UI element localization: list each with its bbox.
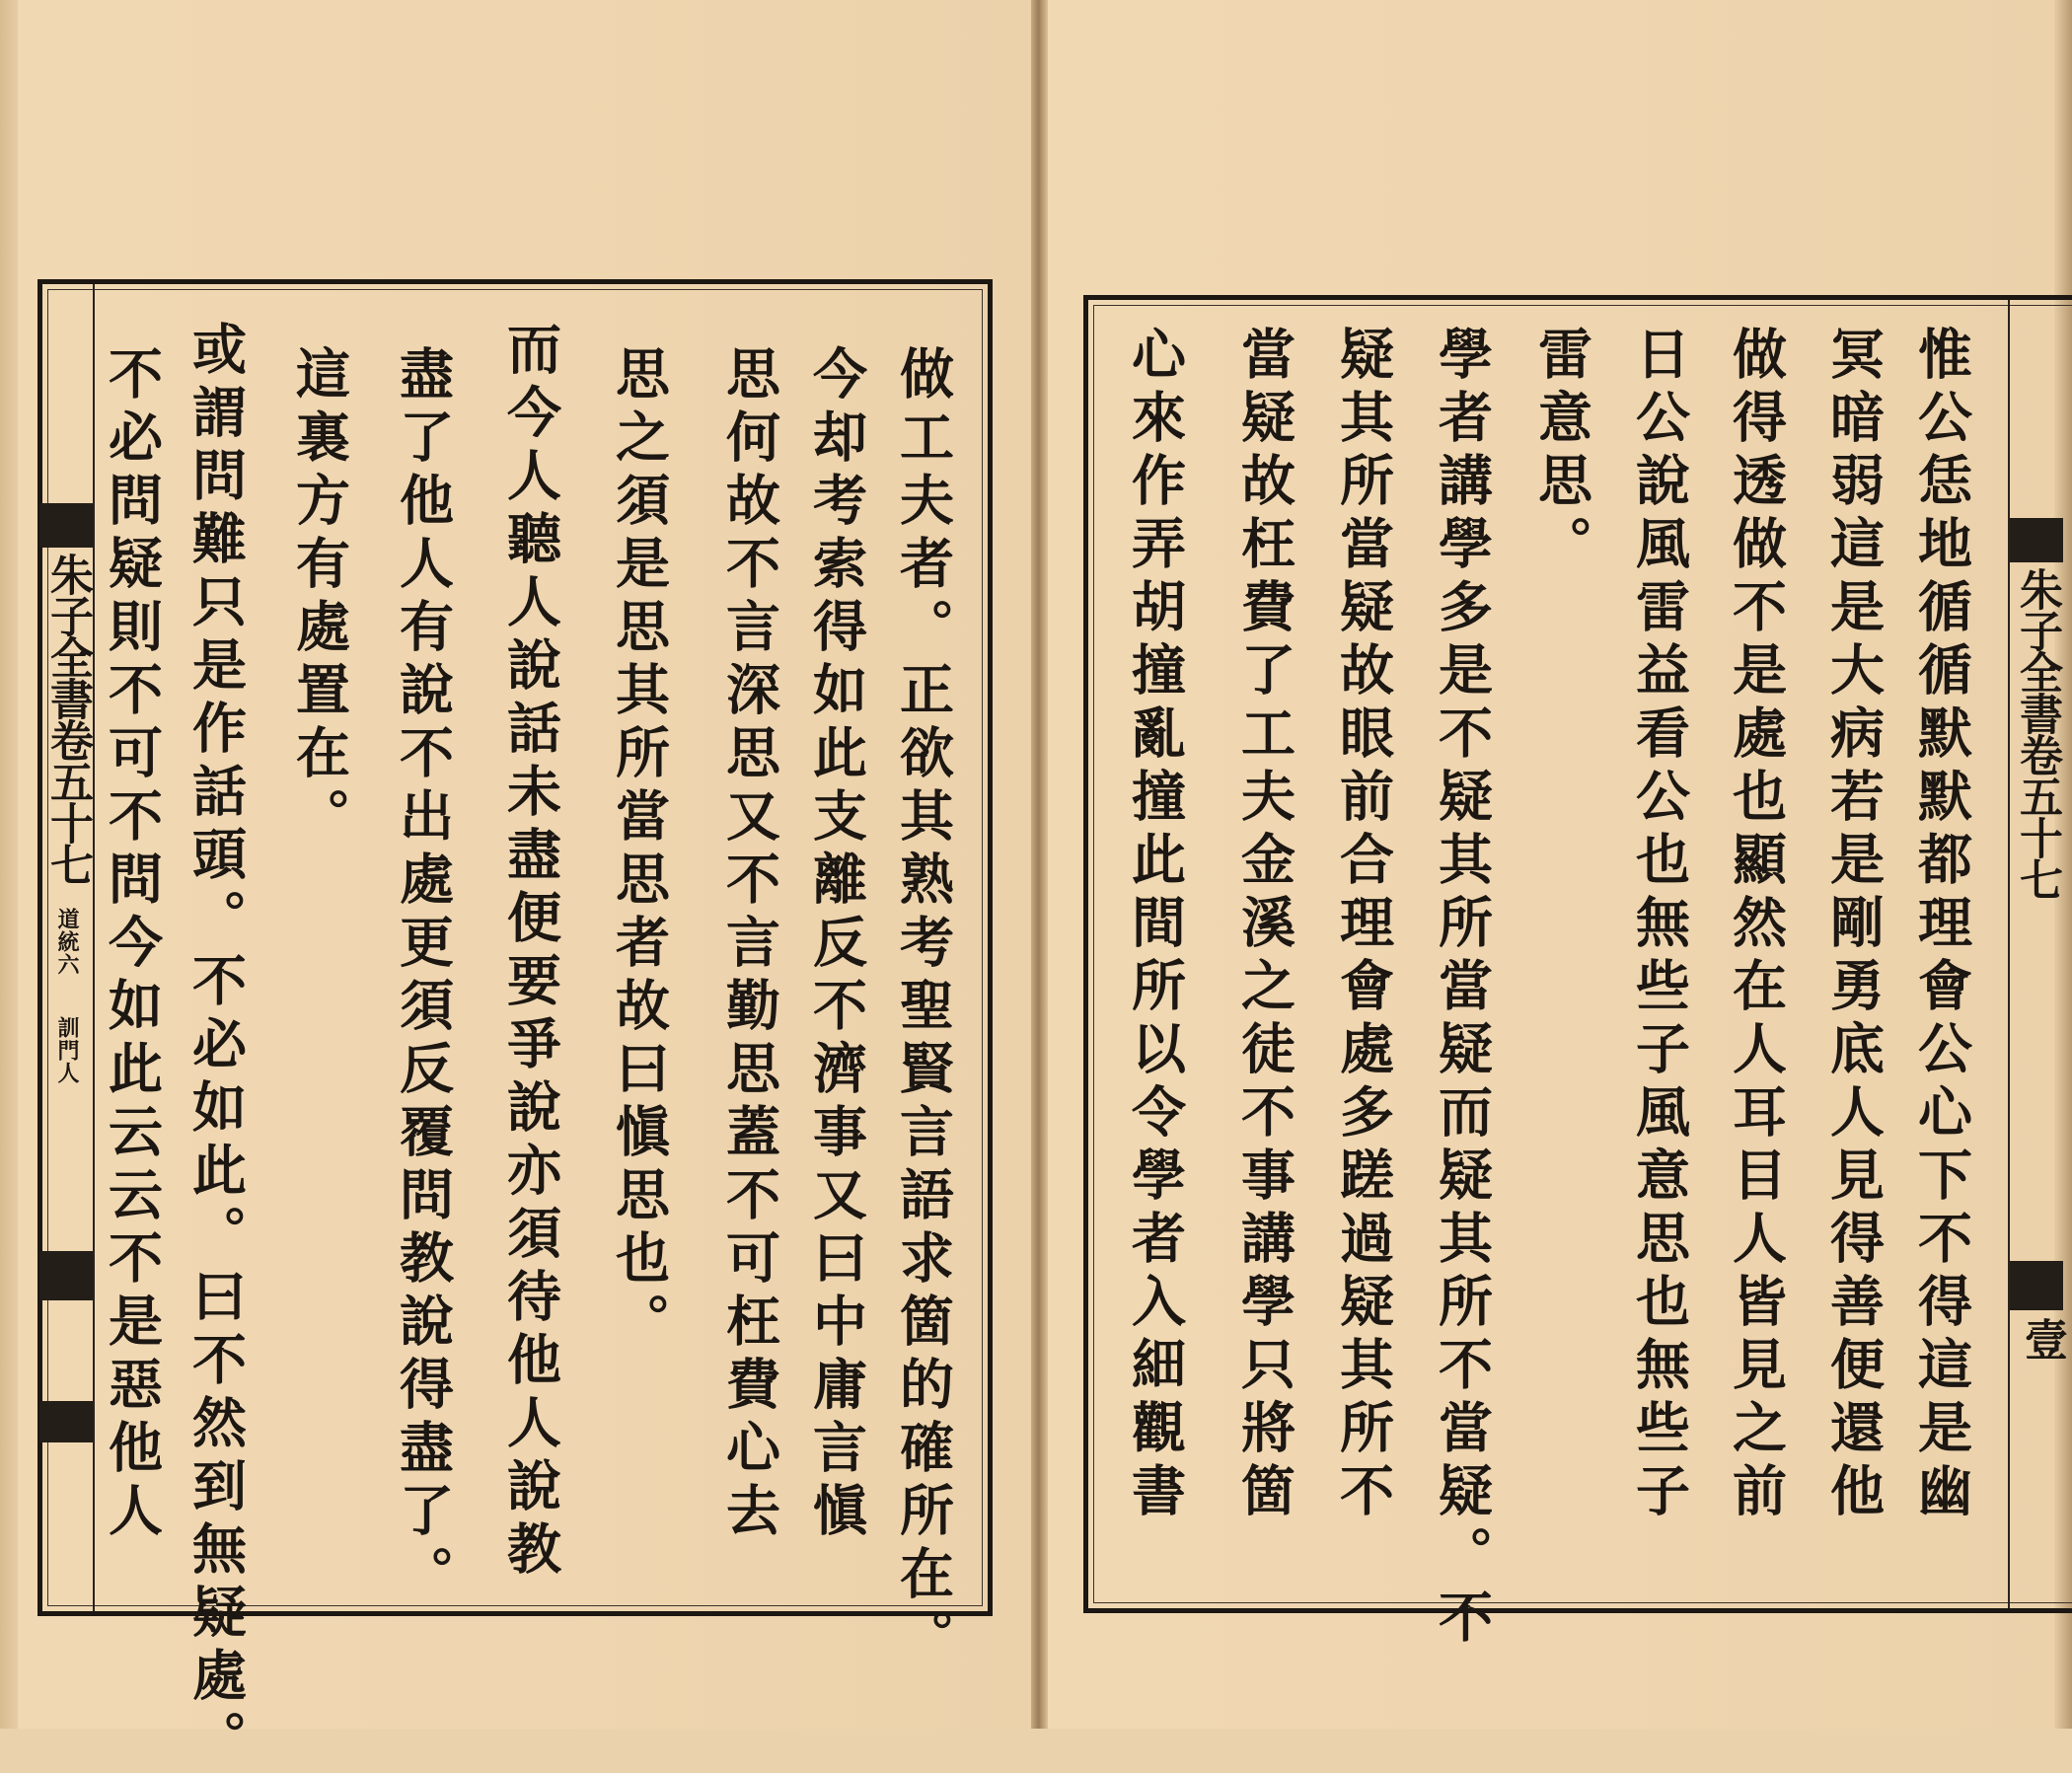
left-col-6: 盡了他人有說不出處更須反覆問教說得盡了。	[391, 345, 455, 1608]
left-margin-section: 道統六	[54, 908, 80, 976]
book-gutter	[1031, 0, 1048, 1729]
right-col-5: 雷意思。	[1529, 326, 1593, 578]
left-margin-subsection: 訓門人	[54, 1016, 80, 1084]
right-col-4: 日公說風雷益看公也無些子風意思也無些子	[1627, 326, 1691, 1525]
left-col-8: 或謂問難只是作話頭。不必如此。曰不然到無疑處。	[184, 321, 248, 1773]
right-col-7: 疑其所當疑故眼前合理會處多蹉過疑其所不	[1331, 326, 1395, 1525]
right-margin-strip	[2008, 300, 2067, 1608]
left-fishtail-bottom	[39, 1251, 93, 1300]
right-margin-title: 朱子全書卷五十七	[2012, 567, 2062, 899]
left-col-4: 思之須是思其所當思者故曰愼思也。	[607, 345, 671, 1356]
left-col-7: 這裏方有處置在。	[287, 345, 351, 850]
right-margin-folio: 壹	[2017, 1317, 2067, 1361]
left-fishtail-base	[39, 1401, 93, 1442]
left-fishtail-top	[39, 503, 93, 548]
book-edge-left	[0, 0, 18, 1729]
right-fishtail-top	[2010, 518, 2063, 562]
right-col-8: 當疑故枉費了工夫金溪之徒不事講學只將箇	[1232, 326, 1296, 1525]
right-col-1: 惟公恁地循循默默都理會公心下不得這是幽	[1909, 326, 1973, 1525]
left-col-9: 不必問疑則不可不問今如此云云不是惡他人	[100, 345, 164, 1545]
right-col-3: 做得透做不是處也顯然在人耳目人皆見之前	[1724, 326, 1788, 1525]
left-col-2: 今却考索得如此支離反不濟事又曰中庸言愼	[804, 345, 868, 1545]
left-col-1: 做工夫者。正欲其熟考聖賢言語求箇的確所在。	[891, 345, 955, 1671]
left-margin-title: 朱子全書卷五十七	[42, 553, 93, 884]
left-col-3: 思何故不言深思又不言勤思蓋不可枉費心去	[717, 345, 781, 1545]
left-col-5: 而今人聽人說話未盡便要爭說亦須待他人說教	[498, 321, 562, 1584]
right-col-9: 心來作弄胡撞亂撞此間所以令學者入細觀書	[1123, 326, 1187, 1525]
right-col-2: 冥暗弱這是大病若是剛勇底人見得善便還他	[1821, 326, 1886, 1525]
right-col-6: 學者講學多是不疑其所當疑而疑其所不當疑。不	[1430, 326, 1494, 1652]
right-fishtail-bottom	[2010, 1261, 2063, 1310]
